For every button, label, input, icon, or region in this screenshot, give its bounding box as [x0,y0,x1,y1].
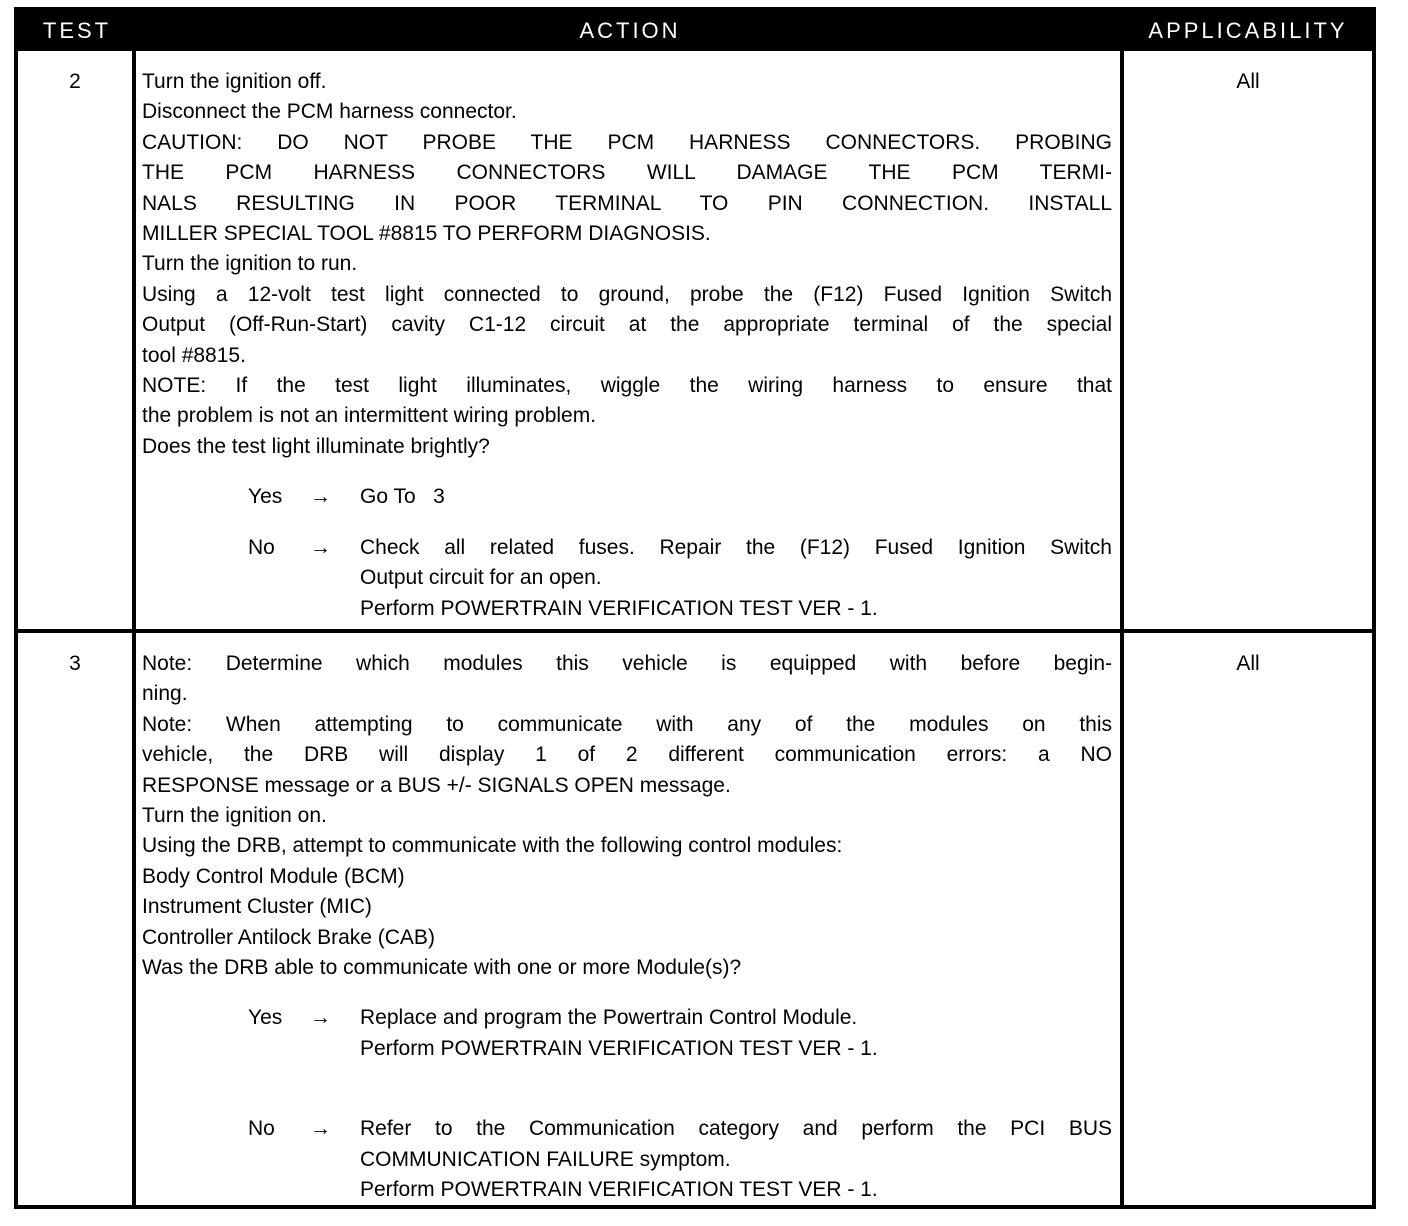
table-header [18,11,1372,51]
action-line: Turn the ignition off. [142,70,327,93]
choice-text: Output circuit for an open. [360,566,602,590]
choice-yes [142,482,1112,512]
note-line: the problem is not an intermittent wiring problem. [142,404,597,428]
choice-text: Perform POWERTRAIN VERIFICATION TEST VER - 1. [360,596,878,620]
choice-text: Perform POWERTRAIN VERIFICATION TEST VER - 1. [360,1178,878,1202]
choice-yes [142,1003,1112,1064]
choice-text: Go To 3 [360,485,445,509]
choice-label: No [248,1117,275,1141]
right-arrow-icon: → [310,1006,331,1030]
question-line: Was the DRB able to communicate with one or more Module(s)? [142,956,742,980]
choice-no [142,533,1112,624]
action-line: Turn the ignition on. [142,804,327,828]
right-arrow-icon: → [310,485,331,509]
diagnostic-test-table [14,7,1376,1209]
caution-line: NALS RESULTING IN POOR TERMINAL TO PIN CONNECTION. INSTALL [142,191,1112,215]
right-arrow-icon: → [310,1117,331,1141]
note-line: vehicle, the DRB will display 1 of 2 different communication errors: a NO [142,743,1112,767]
header-applicability: APPLICABILITY [1148,18,1348,43]
right-arrow-icon: → [310,535,331,559]
note-line: Note: Determine which modules this vehicle is equipped with before begin- [142,652,1112,675]
action-line: Disconnect the PCM harness connector. [142,100,517,124]
action-line: tool #8815. [142,343,246,367]
table-row [18,51,1372,629]
choice-text: Check all related fuses. Repair the (F12) Fused Ignition Switch [360,535,1112,559]
test-number: 2 [69,70,81,93]
module-item: Body Control Module (BCM) [142,864,405,888]
module-item: Controller Antilock Brake (CAB) [142,925,435,949]
action-line: Output (Off-Run-Start) cavity C1-12 circuit at the appropriate terminal of the special [142,313,1112,337]
action-line: Turn the ignition to run. [142,252,358,276]
caution-line: CAUTION: DO NOT PROBE THE PCM HARNESS CONNECTORS. PROBING [142,130,1112,154]
choice-text: Replace and program the Powertrain Control Module. [360,1006,858,1030]
choice-no [142,1114,1112,1205]
note-line: NOTE: If the test light illuminates, wiggle the wiring harness to ensure that [142,374,1112,398]
caution-line: MILLER SPECIAL TOOL #8815 TO PERFORM DIAGNOSIS. [142,222,711,246]
action-cell [142,67,1112,624]
choice-label: Yes [248,1006,283,1030]
choice-text: Perform POWERTRAIN VERIFICATION TEST VER - 1. [360,1036,878,1060]
applicability-value: All [1236,652,1260,675]
header-test: TEST [42,18,112,43]
action-line: Using a 12-volt test light connected to ground, probe the (F12) Fused Ignition Switch [142,282,1112,306]
caution-line: THE PCM HARNESS CONNECTORS WILL DAMAGE THE PCM TERMI- [142,161,1112,185]
action-line: Using the DRB, attempt to communicate with the following control modules: [142,834,843,858]
applicability-value: All [1236,70,1260,93]
choice-text: COMMUNICATION FAILURE symptom. [360,1147,731,1171]
note-line: Note: When attempting to communicate with any of the modules on this [142,712,1112,736]
note-line: ning. [142,682,188,706]
header-action: ACTION [579,18,681,43]
test-number: 3 [69,652,81,675]
choice-label: No [248,535,275,559]
question-line: Does the test light illuminate brightly? [142,434,490,458]
choice-text: Refer to the Communication category and perform the PCI BUS [360,1117,1112,1141]
table-row [18,633,1372,1209]
module-item: Instrument Cluster (MIC) [142,895,372,919]
action-cell [142,649,1112,1206]
note-line: RESPONSE message or a BUS +/- SIGNALS OPEN message. [142,773,731,797]
choice-label: Yes [248,485,283,509]
